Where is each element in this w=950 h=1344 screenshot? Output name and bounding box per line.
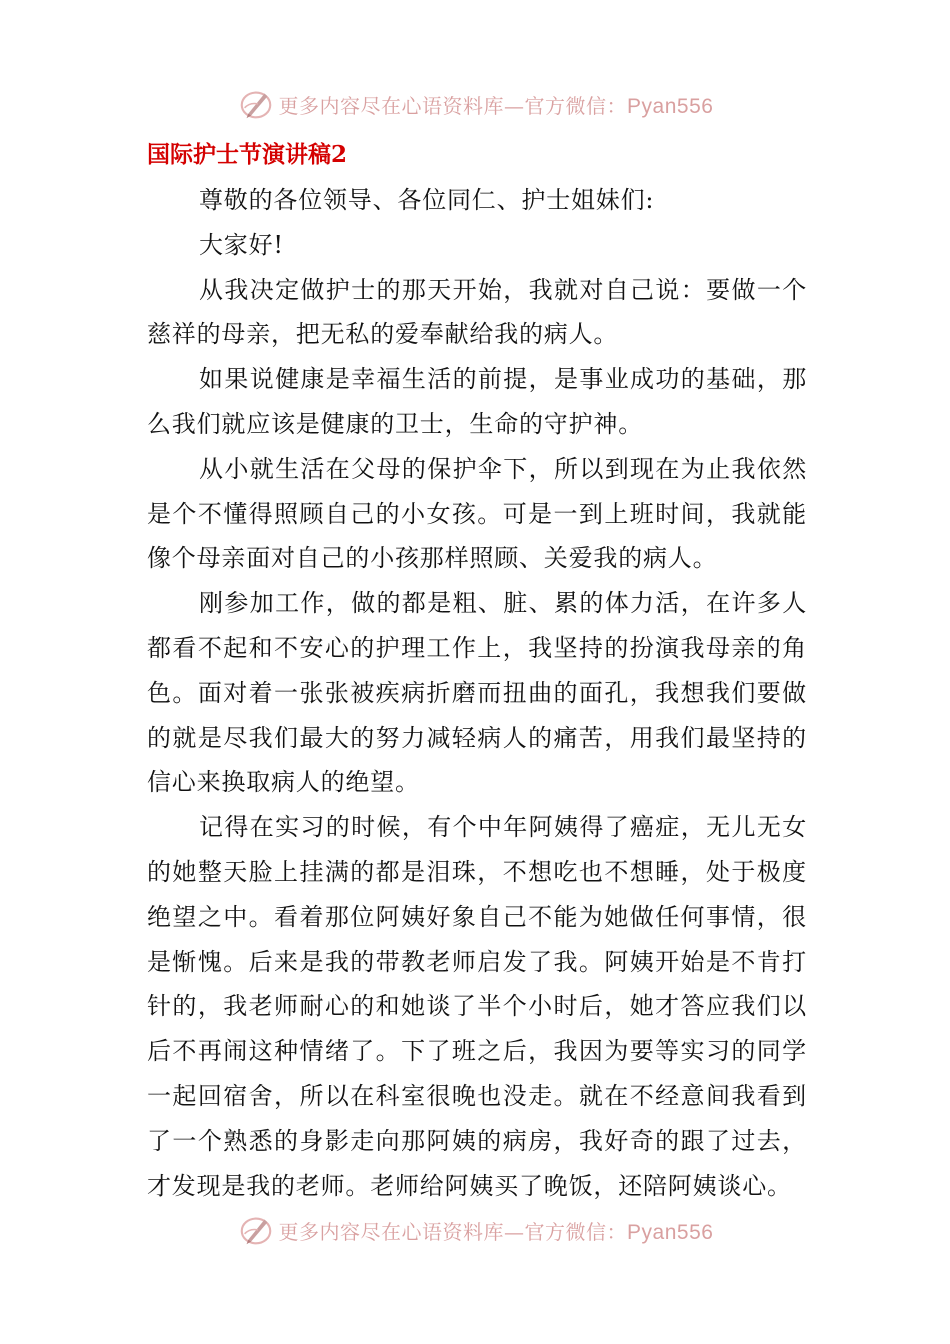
paragraph-4: 刚参加工作，做的都是粗、脏、累的体力活，在许多人都看不起和不安心的护理工作上，我坚持的扮演我母亲的角色。面对着一张张被疾病折磨而扭曲的面孔，我想我们要做的就是尽我们最大的努力减轻病人的痛苦，用我们最坚持的信心来换取病人的绝望。	[147, 589, 807, 797]
paragraph-2: 如果说健康是幸福生活的前提，是事业成功的基础，那么我们就应该是健康的卫士，生命的守护神。	[147, 365, 807, 438]
banner-text: 更多内容尽在心语资料库—官方微信：Pyan556	[278, 93, 714, 118]
pen-logo-icon	[237, 1211, 275, 1249]
wechat-handle: Pyan556	[627, 1220, 714, 1244]
pen-logo-icon	[237, 85, 275, 123]
footer-watermark-banner	[0, 1210, 950, 1250]
speech-body	[147, 178, 807, 1208]
header-watermark-banner	[0, 84, 950, 124]
paragraph-5: 记得在实习的时候，有个中年阿姨得了癌症，无儿无女的她整天脸上挂满的都是泪珠，不想吃也不想睡，处于极度绝望之中。看着那位阿姨好象自己不能为她做任何事情，很是惭愧。后来是我的带教老师启发了我。阿姨开始是不肯打针的，我老师耐心的和她谈了半个小时后，她才答应我们以后不再闹这种情绪了。下了班之后，我因为要等实习的同学一起回宿舍，所以在科室很晚也没走。就在不经意间我看到了一个熟悉的身影走向那阿姨的病房，我好奇的跟了过去，才发现是我的老师。老师给阿姨买了晚饭，还陪阿姨谈心。	[147, 813, 807, 1200]
document-title: 国际护士节演讲稿2	[147, 141, 348, 168]
banner-text: 更多内容尽在心语资料库—官方微信：Pyan556	[278, 1219, 714, 1244]
wechat-handle: Pyan556	[627, 94, 714, 118]
paragraph-3: 从小就生活在父母的保护伞下，所以到现在为止我依然是个不懂得照顾自己的小女孩。可是一到上班时间，我就能像个母亲面对自己的小孩那样照顾、关爱我的病人。	[147, 454, 807, 573]
paragraph-1: 从我决定做护士的那天开始，我就对自己说：要做一个慈祥的母亲，把无私的爱奉献给我的病人。	[147, 275, 807, 349]
paragraph-greeting: 大家好!	[199, 230, 284, 259]
paragraph-salutation: 尊敬的各位领导、各位同仁、护士姐妹们:	[199, 186, 655, 214]
